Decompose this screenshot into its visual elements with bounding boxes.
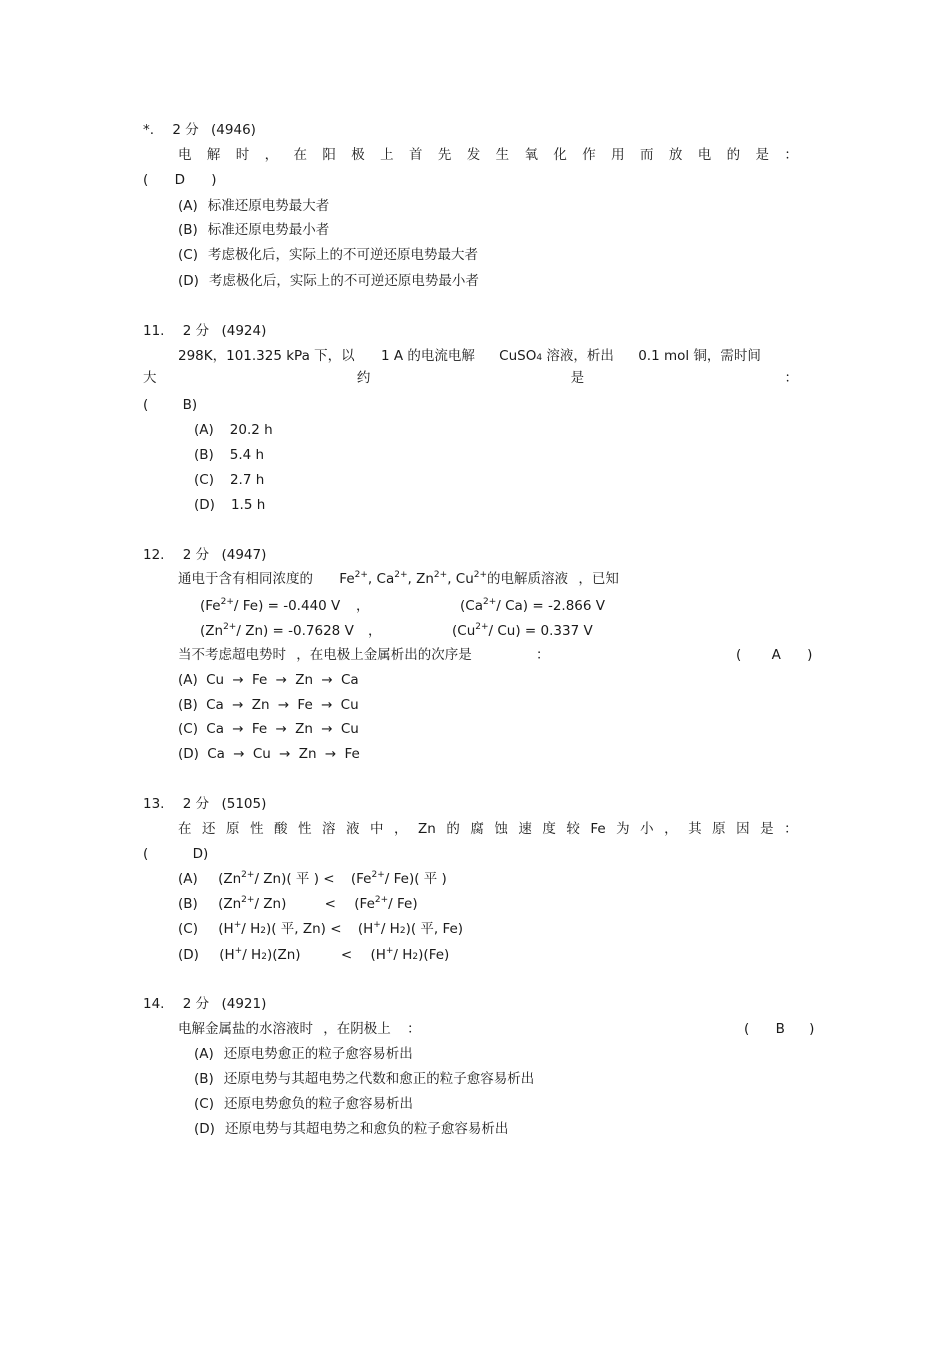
option-c: (C) 还原电势愈负的粒子愈容易析出 [194,1096,413,1112]
answer-letter: B [775,1021,785,1037]
question-score: 2 分 [172,122,199,138]
option-c: (C) 考虑极化后，实际上的不可逆还原电势最大者 [178,247,478,263]
option-a: (A) 还原电势愈正的粒子愈容易析出 [194,1046,413,1062]
answer-blank: ( B ) [744,1021,815,1037]
option-d: (D) 考虑极化后，实际上的不可逆还原电势最小者 [178,273,479,289]
question-header [143,121,256,139]
option-b: (B) 5.4 h [194,447,265,463]
option-d: (D) Ca → Cu → Zn → Fe [178,746,360,762]
answer-letter: D [174,172,185,188]
option-b: (B) ($Zn^{2+}/$ $Zn) < (Fe^{2+}/$ Fe) [178,895,418,912]
question-stem: 通电于含有相同浓度的 $Fe^{2+}$, $Ca^{2+}$, $Zn^{2+}$, $Cu^{2+}$的电解质溶液 ，已知 [178,570,619,587]
answer-letter: B [182,397,192,413]
question-stem-line2: 大 约 是 ： [143,370,798,386]
answer-blank: ( B) [143,397,198,413]
answer-letter: A [771,647,781,663]
question-header: 12. 2 分 (4947) [143,547,267,563]
question-stem: 电 解 时 ， 在 阳 极 上 首 先 发 生 氧 化 作 用 而 放 电 的 是 ： [178,147,798,163]
question-header: 13. 2 分 (5105) [143,796,267,812]
option-d: (D) (H+/ H2)(Zn) < (H+/ H2)(Fe) [178,946,450,963]
option-d: (D) 还原电势与其超电势之和愈负的粒子愈容易析出 [194,1121,509,1137]
answer-letter: D [192,846,203,862]
potential-cu: ($Cu^{2+}/$ Cu) = 0.337 V [452,622,593,639]
option-a: (A) 标准还原电势最大者 [178,198,330,214]
potential-zn: ($Zn^{2+}/$ Zn) = -0.7628 V [200,622,354,639]
option-a: (A) ($Zn^{2+}/$ Zn)( 平 ) < ($Fe^{2+}/$ Fe)( 平 ) [178,870,447,887]
answer-blank: ( A ) [736,647,813,663]
question-header: 14. 2 分 (4921) [143,996,267,1012]
option-c: (C) (H+/ H2)( 平, Zn) < (H+/ H2)( 平, Fe) [178,920,464,937]
question-code: (4946) [211,122,256,138]
option-d: (D) 1.5 h [194,497,266,513]
question-stem-2: 当不考虑超电势时 ，在电极上金属析出的次序是 [178,647,472,663]
option-b: (B) 标准还原电势最小者 [178,222,330,238]
option-a: (A) Cu → Fe → Zn → Ca [178,672,359,688]
answer-blank: ( D ) [143,172,217,188]
potential-ca: ($Ca^{2+}/$ Ca) = -2.866 V [460,597,605,614]
question-header: 11. 2 分 (4924) [143,323,267,339]
option-c: (C) 2.7 h [194,472,265,488]
question-stem: 在 还 原 性 酸 性 溶 液 中 ， Zn 的 腐 蚀 速 度 较 Fe 为 小 ， 其 原 因 是 ： [178,821,798,837]
question-number: *. [143,122,155,138]
option-b: (B) Ca → Zn → Fe → Cu [178,697,359,713]
answer-blank: ( D) [143,846,209,862]
option-b: (B) 还原电势与其超电势之代数和愈正的粒子愈容易析出 [194,1071,535,1087]
option-c: (C) Ca → Fe → Zn → Cu [178,721,359,737]
question-stem: 298K，101.325 kPa 下，以 1 A 的电流电解 CuSO4 溶液，析出 0.1 mol 铜，需时间 [178,348,761,364]
option-a: (A) 20.2 h [194,422,273,438]
question-stem: 电解金属盐的水溶液时 ，在阴极上 ： [178,1021,421,1037]
potential-fe: ($Fe^{2+}/$ Fe) = -0.440 V [200,597,341,614]
